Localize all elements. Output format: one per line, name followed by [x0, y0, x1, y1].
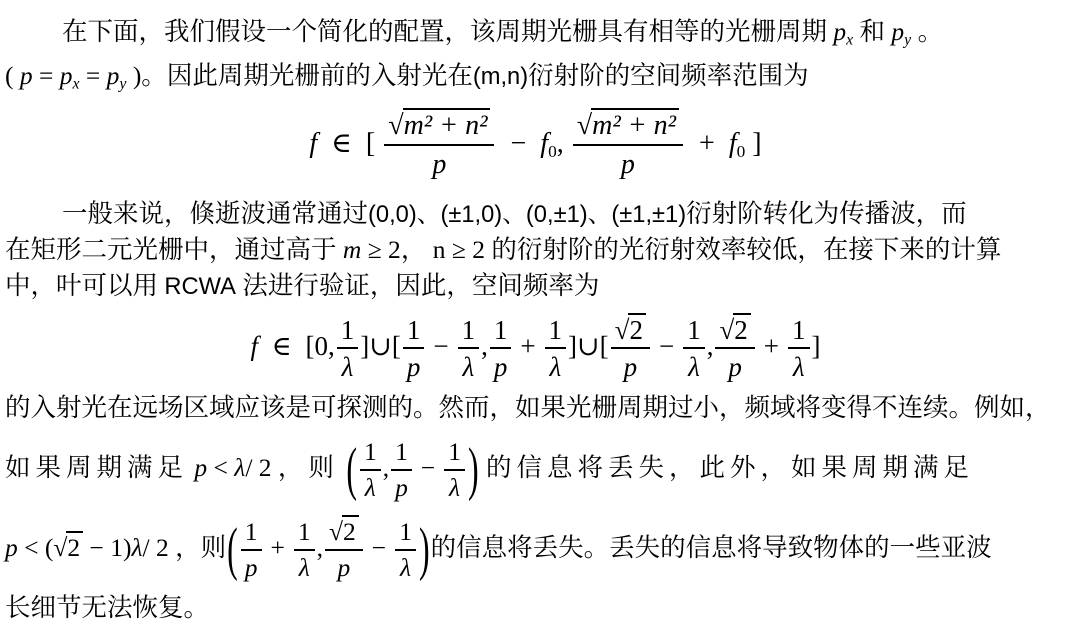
fraction-numerator: 1 — [403, 314, 425, 349]
bracket-close: ] — [752, 128, 762, 159]
paren-open: ( — [346, 436, 357, 502]
fraction-numerator: 1 — [337, 314, 359, 349]
paren-close: ) — [467, 436, 479, 502]
paren-close: ) — [418, 516, 430, 582]
fraction — [384, 109, 494, 181]
fraction — [391, 437, 412, 503]
fraction-denominator: p — [337, 552, 351, 582]
comma: , — [481, 331, 488, 361]
text-run: 的信息将丢失。丢失的信息将导致物体的一些亚波 — [430, 533, 992, 562]
fraction-numerator: 1 — [391, 437, 412, 471]
fraction — [444, 437, 465, 503]
diffraction-orders: (0,0)、(±1,0)、(0,±1)、(±1,±1) — [368, 202, 687, 228]
math-var-f0 — [728, 128, 746, 162]
less-than-sign: < — [213, 453, 228, 482]
bracket-close: ] — [811, 331, 821, 361]
math-var-py — [106, 61, 127, 93]
radicand: 2 — [342, 515, 359, 546]
math-subscript: x — [846, 31, 854, 49]
half-term: / 2 — [245, 453, 272, 482]
fraction-numerator — [384, 109, 494, 146]
sqrt-icon: √ — [719, 314, 735, 345]
plus-sign: + — [520, 331, 536, 361]
plus-sign: + — [270, 533, 285, 562]
math-var-base: p — [833, 17, 847, 46]
fraction-denominator: λ — [400, 552, 412, 582]
fraction — [788, 314, 810, 384]
comma: , — [382, 453, 390, 482]
paragraph-1-line-1 — [5, 10, 1066, 54]
paragraph-2-line-3 — [5, 268, 1066, 304]
math-var-lambda: λ — [131, 533, 143, 562]
math-var-f0 — [540, 128, 557, 162]
paren-close: )。 — [132, 61, 167, 90]
fraction-denominator: p — [406, 352, 421, 383]
radicand: 2 — [628, 313, 646, 345]
math-var-p: p — [19, 61, 33, 90]
fraction-numerator: 1 — [294, 517, 315, 551]
paren-open: ( — [5, 61, 14, 90]
equals-sign: = — [39, 61, 54, 90]
fraction — [403, 314, 425, 384]
fraction-numerator: 1 — [444, 437, 465, 471]
fraction — [360, 437, 381, 503]
minus-sign: − — [510, 128, 527, 159]
text-run: 。 — [917, 17, 944, 46]
math-var-base: f — [728, 128, 737, 159]
sqrt-two — [53, 533, 83, 562]
text-run: 法进行验证，因此，空间频率为 — [242, 271, 600, 300]
minus-one-paren: − 1) — [89, 533, 132, 562]
math-var-f: f — [250, 331, 258, 361]
math-var-base: p — [891, 17, 905, 46]
comma: , — [316, 533, 324, 562]
math-var-p: p — [5, 533, 18, 562]
half-term: / 2 — [142, 533, 169, 562]
formula-frequency-range — [5, 98, 1066, 190]
text-run: ，则 — [175, 533, 227, 562]
math-subscript: 0 — [736, 142, 746, 162]
fraction-numerator: 1 — [683, 314, 705, 349]
text-run: 如果周期满足 — [5, 453, 189, 482]
union-brackets: ]∪[ — [568, 331, 609, 361]
radicand: m² + n² — [591, 108, 679, 141]
fraction — [573, 109, 683, 181]
comma: , — [706, 331, 714, 361]
text-run: 衍射阶的空间频率范围为 — [528, 61, 809, 90]
fraction-numerator: 1 — [395, 517, 416, 551]
paragraph-2-line-1 — [5, 196, 1066, 232]
text-run: 的入射光在远场区域应该是可探测的。然而，如果光栅周期过小，频域将变得不连续。例如， — [5, 393, 1051, 422]
minus-sign: − — [420, 453, 436, 482]
minus-sign: − — [433, 331, 449, 361]
fraction-numerator — [715, 314, 754, 349]
fraction-numerator: 1 — [458, 314, 480, 349]
math-var-base: p — [106, 61, 120, 90]
fraction-denominator: p — [620, 149, 635, 181]
fraction-numerator — [611, 314, 650, 349]
fraction — [458, 314, 480, 384]
fraction-denominator: λ — [549, 352, 562, 383]
element-of-sign: ∈ — [331, 128, 352, 159]
text-run: 一般来说，倏逝波通常通过 — [62, 199, 369, 228]
fraction — [337, 314, 359, 384]
paren-open: ( — [227, 516, 238, 582]
fraction-denominator: λ — [341, 352, 354, 383]
paragraph-4-line-2 — [5, 588, 1066, 628]
text-run: 中，叶可以用 — [5, 271, 159, 300]
text-run: 和 — [859, 17, 886, 46]
fraction — [683, 314, 705, 384]
fraction-denominator: p — [623, 352, 638, 383]
sqrt-icon: √ — [53, 533, 68, 562]
union-brackets: ]∪[ — [360, 331, 401, 361]
paragraph-3-line-2 — [5, 428, 1066, 508]
text-run: 的衍射阶的光衍射效率较低，在接下来的计算 — [491, 235, 1002, 264]
fraction-denominator: p — [728, 352, 742, 383]
math-var-p: p — [194, 453, 208, 482]
fraction — [395, 517, 416, 583]
math-var-f: f — [309, 128, 318, 159]
math-var-px — [59, 61, 80, 93]
sqrt-icon: √ — [329, 517, 344, 547]
text-run: 因此周期光栅前的入射光在 — [166, 61, 473, 90]
fraction-numerator: 1 — [360, 437, 381, 471]
radicand: 2 — [66, 531, 83, 562]
formula-spatial-frequency — [5, 304, 1066, 388]
equals-sign: = — [85, 61, 101, 90]
math-var-base: p — [59, 61, 73, 90]
text-run: 在下面，我们假设一个简化的配置，该周期光栅具有相等的光栅周期 — [62, 17, 828, 46]
fraction-numerator: 1 — [241, 517, 262, 551]
fraction — [611, 314, 650, 384]
plus-sign: + — [699, 128, 715, 159]
sqrt-icon: √ — [576, 110, 593, 142]
fraction-denominator: λ — [462, 352, 475, 383]
text-run: 长细节无法恢复。 — [5, 593, 210, 622]
fraction-denominator: λ — [792, 352, 805, 383]
sqrt-icon: √ — [388, 110, 404, 142]
fraction — [241, 517, 262, 583]
bracket-open-zero: [0, — [305, 331, 335, 361]
fraction-denominator: p — [432, 149, 447, 181]
fraction-denominator: p — [493, 352, 508, 383]
fraction — [545, 314, 567, 384]
math-var-px — [833, 17, 854, 49]
math-var-m: m — [342, 235, 362, 264]
fraction-denominator: λ — [364, 472, 376, 502]
text-run: ， — [400, 235, 427, 264]
rcwa-label: RCWA — [164, 274, 236, 300]
fraction-denominator: λ — [449, 472, 461, 502]
text-run: 的信息将丢失，此外，如果周期满足 — [485, 453, 974, 482]
fraction-numerator: 1 — [545, 314, 567, 349]
math-order-mn: (m,n) — [472, 64, 529, 90]
radicand: m² + n² — [403, 108, 491, 141]
bracket-open: [ — [365, 128, 376, 159]
fraction — [715, 314, 754, 384]
ge-condition: ≥ 2 — [451, 235, 485, 264]
math-subscript: x — [72, 75, 80, 93]
text-run: 衍射阶转化为传播波，而 — [686, 199, 967, 228]
text-run: ，则 — [277, 453, 339, 482]
paragraph-3-line-1 — [5, 388, 1066, 428]
sqrt-icon: √ — [614, 314, 630, 345]
ge-condition: ≥ 2 — [367, 235, 401, 264]
math-var-py — [891, 17, 912, 49]
math-var-base: f — [540, 128, 549, 159]
radicand: 2 — [733, 313, 751, 345]
paragraph-2-line-2 — [5, 232, 1066, 268]
paragraph-4-line-1 — [5, 508, 1066, 588]
math-subscript: y — [904, 31, 912, 49]
plus-sign: + — [763, 331, 780, 361]
less-than-paren: < ( — [24, 533, 54, 562]
fraction-denominator: λ — [688, 352, 700, 383]
math-subscript: 0 — [548, 142, 557, 162]
fraction-denominator: p — [244, 552, 258, 582]
fraction-denominator: λ — [298, 552, 310, 582]
paragraph-1-line-2 — [5, 54, 1066, 98]
fraction-numerator: 1 — [788, 314, 810, 349]
minus-sign: − — [371, 533, 387, 562]
minus-sign: − — [658, 331, 675, 361]
fraction-numerator: 1 — [490, 314, 512, 349]
fraction-denominator: p — [395, 472, 408, 502]
text-run: 在矩形二元光栅中，通过高于 — [5, 235, 337, 264]
math-subscript: y — [119, 75, 127, 93]
fraction — [490, 314, 512, 384]
fraction — [294, 517, 315, 583]
math-var-n: n — [432, 235, 446, 264]
element-of-sign: ∈ — [271, 331, 292, 361]
comma: , — [556, 128, 564, 159]
math-var-lambda: λ — [234, 453, 246, 482]
fraction-numerator — [573, 109, 683, 146]
